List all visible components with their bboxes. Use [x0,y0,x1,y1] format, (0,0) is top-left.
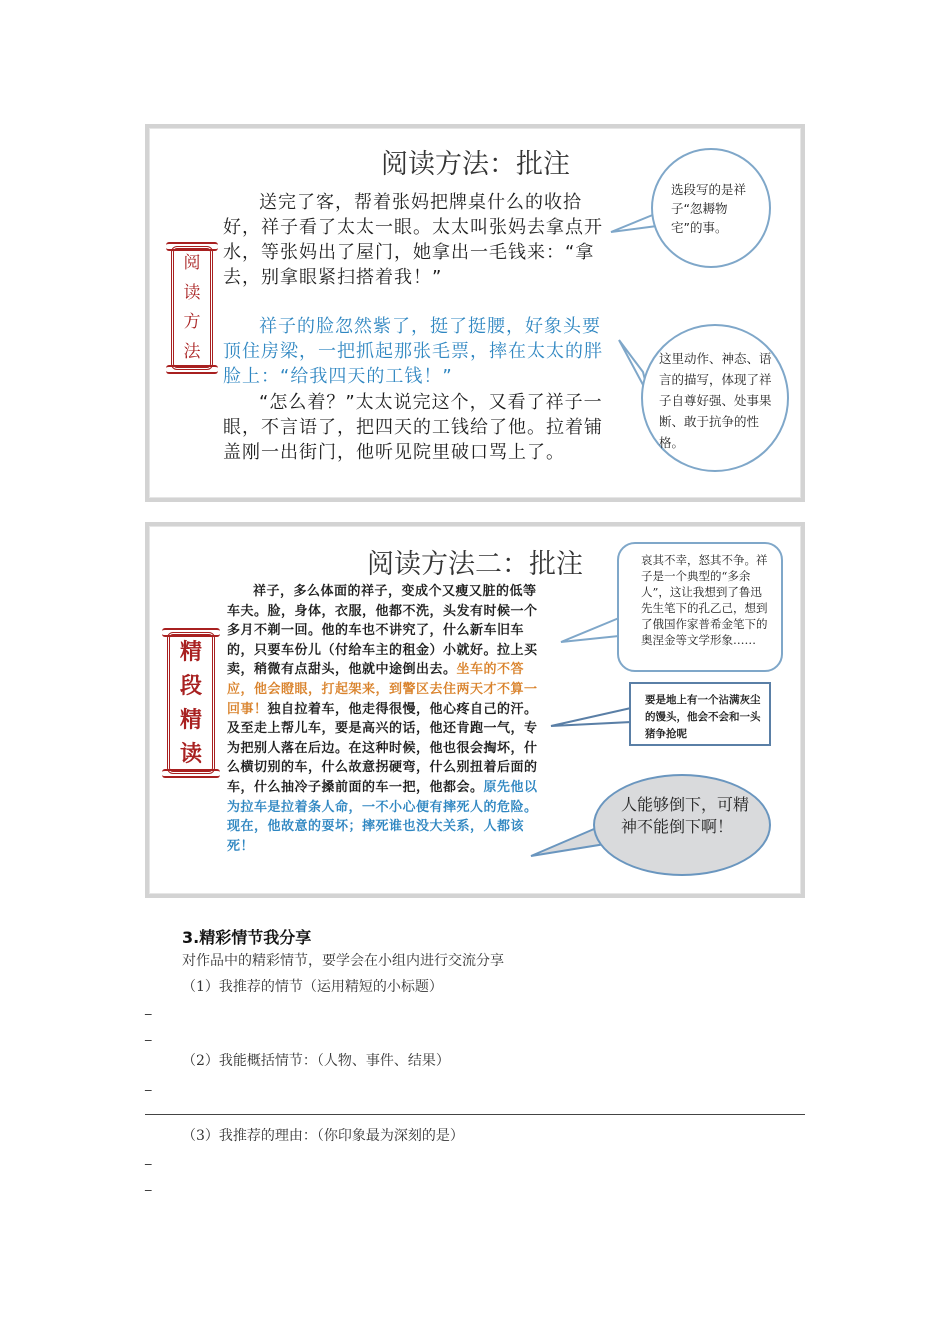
question-3: （3）我推荐的理由：（你印象最为深刻的是） [182,1128,464,1144]
seal-stamp-reading-method: 阅 读 方 法 [171,246,213,370]
annotation-callout-1: 哀其不幸，怒其不争。祥子是一个典型的“多余人”，这让我想到了鲁迅先生笔下的孔乙己，想到了俄国作家普希金笔下的奥涅金等文学形象…… [617,542,783,672]
annotation-bubble-2: 这里动作、神态、语言的描写，体现了祥子自尊好强、处事果断、敢于抗争的性格。 [641,324,789,472]
annotation-bubble-1: 选段写的是祥子“忽耨物宅”的事。 [651,148,771,268]
answer-line-2[interactable]: _ [145,1027,152,1042]
highlight-orange: 坐车的不答应，他会瞪眼，打起架来，到警区去住两天才不算一回事！ [227,662,538,717]
panel-2-title: 阅读方法二：批注 [367,549,583,580]
answer-line-3[interactable]: _ [145,1077,152,1092]
excerpt-paragraph-1: 送完了客，帮着张妈把牌桌什么的收拾好，祥子看了太太一眼。太太叫张妈去拿点开水，等张妈出了屋门，她拿出一毛钱来：“拿去，别拿眼紧扫搭着我！” [223,192,603,288]
reading-method-panel-1 [145,124,805,502]
highlight-blue: 原先他以为拉车是拉着条人命，一不小心便有摔死人的危险。现在，他故意的耍坏；摔死谁也没大关系，人都该死！ [227,779,538,854]
question-2: （2）我能概括情节：（人物、事件、结果） [182,1053,450,1069]
answer-line-4[interactable]: _ [145,1151,152,1166]
seal-stamp-close-reading: 精 段 精 读 [167,632,215,774]
panel-1-title: 阅读方法：批注 [381,149,570,180]
excerpt-paragraph-2-highlight: 祥子的脸忽然紫了，挺了挺腰，好象头要顶住房梁，一把抓起那张毛票，摔在太太的胖脸上：“给我四天的工钱！” [223,316,603,387]
reading-method-panel-2 [145,522,805,898]
excerpt-passage: 祥子，多么体面的祥子，变成个又瘦又脏的低等车夫。脸，身体，衣服，他都不洗，头发有时候一个多月不剃一回。他的车也不讲究了，什么新车旧车的，只要车份儿（付给车主的租金）小就好。拉上买卖，稍微有点甜头，他就中途倒出去。坐车的不答应，他会瞪眼，打起架来，到警区去住两天才不算一回事！独自拉着车，他走得很慢，他心疼自己的汗。及至走上帮儿车，要是高兴的话，他还肯跑一气，专为把别人落在后边。在这种时候，他也很会掏坏，什么横切别的车，什么故意拐硬弯，什么别扭着后面的车，什么抽冷子搡前面的车一把，他都会。原先他以为拉车是拉着条人命，一不小心便有摔死人的危险。现在，他故意的耍坏；摔死谁也没大关系，人都该死！ [227,584,538,854]
annotation-callout-2: 要是地上有一个沾满灰尘的馒头，他会不会和一头猪争抢呢 [629,682,771,746]
annotation-callout-3: 人能够倒下，可精神不能倒下啊！ [593,774,771,876]
answer-rule [145,1114,805,1115]
answer-line-1[interactable]: _ [145,1001,152,1016]
excerpt-paragraph-3: “怎么着？”太太说完这个，又看了祥子一眼，不言语了，把四天的工钱给了他。拉着铺盖刚一出街门，他听见院里破口骂上了。 [223,392,603,463]
section-heading: 3.精彩情节我分享 [182,928,312,947]
section-intro: 对作品中的精彩情节，要学会在小组内进行交流分享 [182,953,504,969]
question-1: （1）我推荐的情节（运用精短的小标题） [182,979,443,995]
answer-line-5[interactable]: _ [145,1177,152,1192]
